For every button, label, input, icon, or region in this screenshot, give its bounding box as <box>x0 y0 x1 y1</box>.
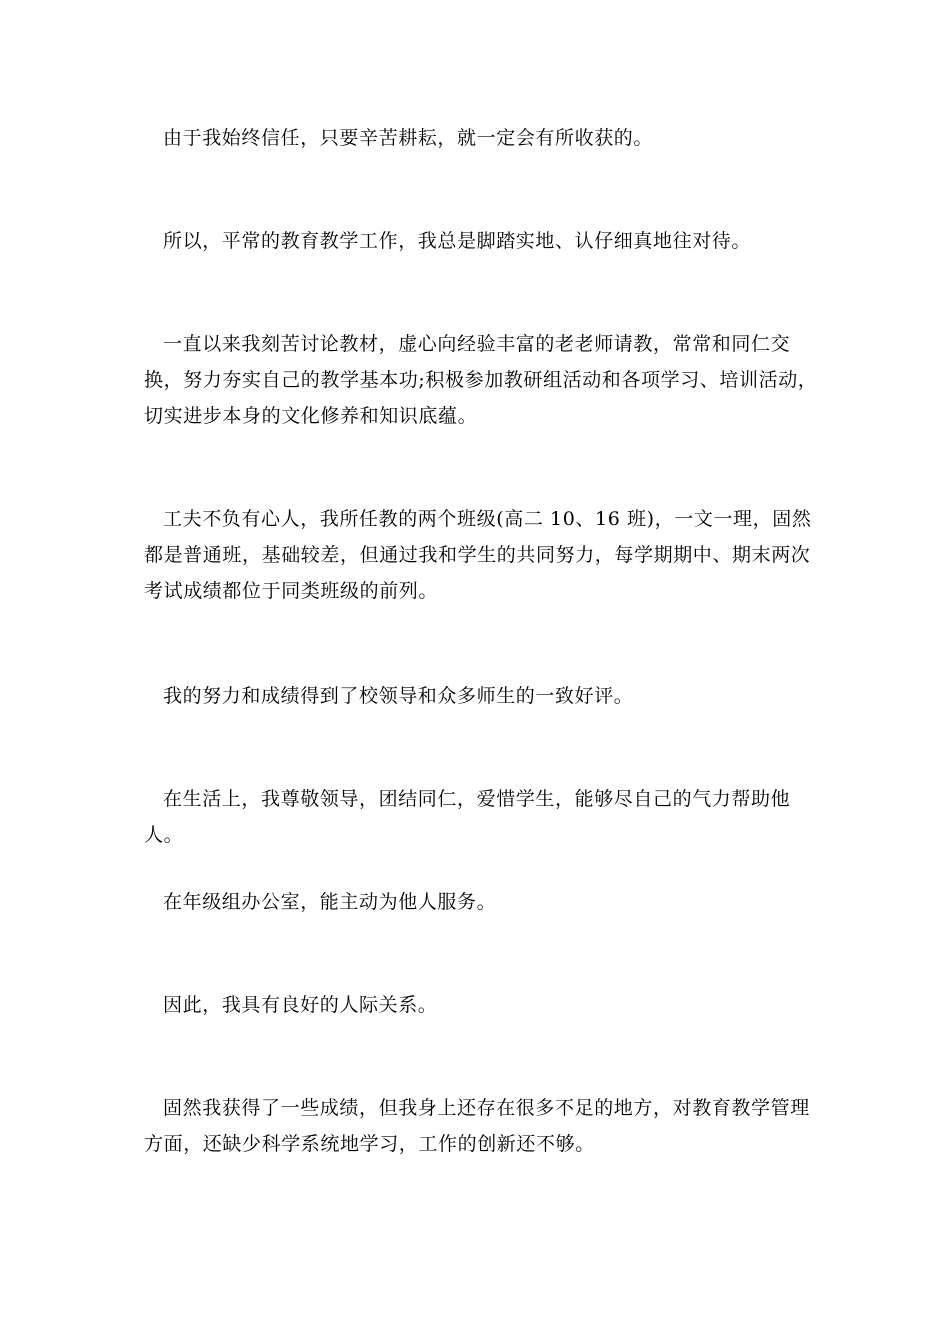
paragraph-6: 在生活上，我尊敬领导，团结同仁，爱惜学生，能够尽自己的气力帮助他人。 <box>144 788 791 846</box>
paragraph-2: 所以，平常的教育教学工作，我总是脚踏实地、认仔细真地往对待。 <box>163 230 752 252</box>
paragraph-1: 由于我始终信任，只要辛苦耕耘，就一定会有所收获的。 <box>163 127 654 149</box>
paragraph-7: 在年级组办公室，能主动为他人服务。 <box>163 891 497 913</box>
paragraph-5: 我的努力和成绩得到了校领导和众多师生的一致好评。 <box>163 685 634 707</box>
paragraph-8: 因此，我具有良好的人际关系。 <box>163 994 438 1016</box>
paragraph-4: 工夫不负有心人，我所任教的两个班级(高二 10、16 班)，一文一理，固然都是普通班，基础较差，但通过我和学生的共同努力，每学期期中、期末两次考试成绩都位于同类班级的前列。 <box>144 508 812 602</box>
paragraph-9: 固然我获得了一些成绩，但我身上还存在很多不足的地方，对教育教学管理方面，还缺少科学系统地学习，工作的创新还不够。 <box>144 1097 810 1155</box>
paragraph-3: 一直以来我刻苦讨论教材，虚心向经验丰富的老老师请教，常常和同仁交换，努力夯实自己的教学基本功;积极参加教研组活动和各项学习、培训活动，切实进步本身的文化修养和知识底蕴。 <box>144 333 818 427</box>
